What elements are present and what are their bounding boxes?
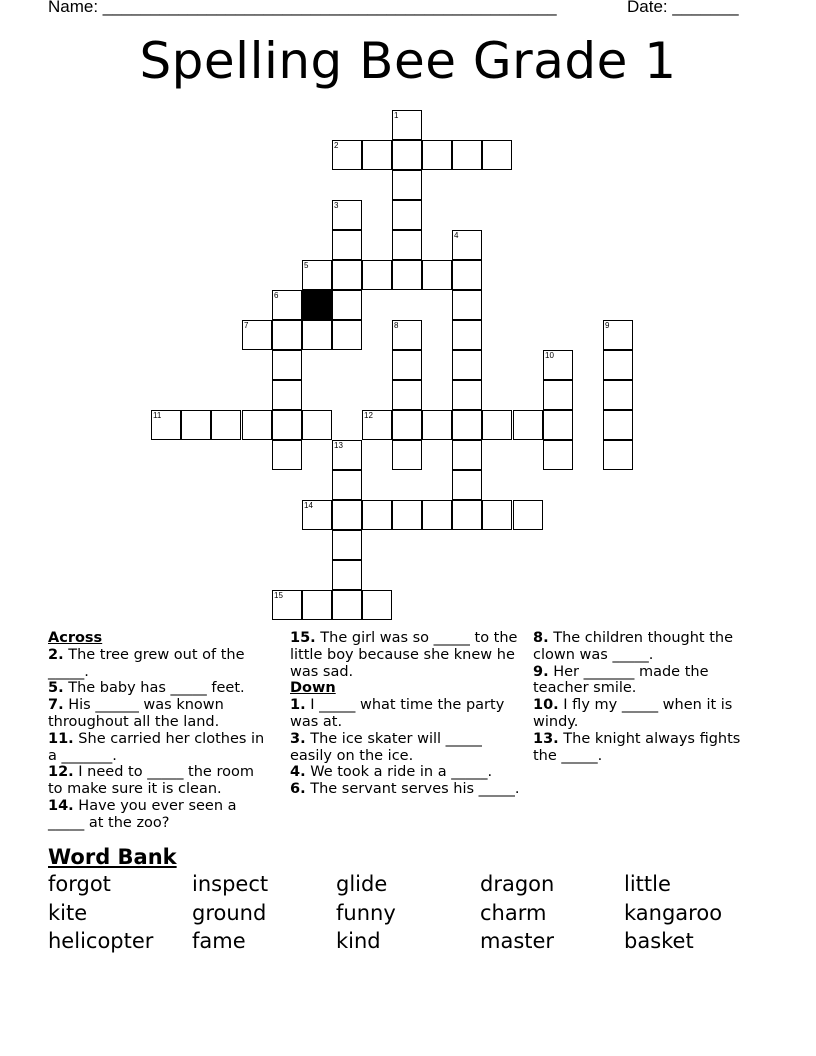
clue-number: 3 bbox=[334, 201, 339, 210]
clue-item bbox=[48, 647, 270, 681]
crossword-cell[interactable] bbox=[302, 320, 332, 350]
down-heading: Down bbox=[290, 680, 336, 697]
page-title: Spelling Bee Grade 1 bbox=[139, 32, 677, 90]
clue-item-text: I fly my _____ when it is windy. bbox=[533, 697, 733, 730]
crossword-cell[interactable] bbox=[603, 350, 633, 380]
crossword-cell[interactable] bbox=[332, 530, 362, 560]
clue-item bbox=[48, 764, 270, 798]
word-bank-word: kite bbox=[48, 900, 88, 925]
clue-item bbox=[48, 731, 270, 765]
word-bank-word: kangaroo bbox=[624, 900, 723, 925]
crossword-cell[interactable] bbox=[603, 380, 633, 410]
clue-item-number: 6. bbox=[290, 781, 306, 798]
crossword-cell[interactable] bbox=[332, 560, 362, 590]
crossword-cell[interactable] bbox=[392, 350, 422, 380]
crossword-cell[interactable] bbox=[362, 260, 392, 290]
crossword-cell[interactable] bbox=[482, 500, 512, 530]
clue-item-text: The girl was so _____ to the little boy because she knew he was sad. bbox=[290, 630, 518, 680]
crossword-cell[interactable] bbox=[603, 440, 633, 470]
crossword-cell[interactable] bbox=[332, 230, 362, 260]
crossword-cell[interactable] bbox=[422, 260, 452, 290]
across-clues-list bbox=[48, 647, 270, 832]
crossword-cell[interactable] bbox=[332, 260, 362, 290]
clue-item bbox=[48, 798, 270, 832]
crossword-cell[interactable] bbox=[332, 320, 362, 350]
word-bank-word: charm bbox=[480, 900, 547, 925]
clue-item bbox=[290, 630, 526, 680]
crossword-cell[interactable] bbox=[452, 140, 482, 170]
clues-column-3 bbox=[533, 630, 748, 764]
word-bank-word: helicopter bbox=[48, 929, 154, 953]
crossword-cell[interactable] bbox=[543, 380, 573, 410]
clue-item bbox=[48, 680, 270, 697]
clue-item bbox=[533, 664, 748, 698]
clue-item-text: The tree grew out of the _____. bbox=[48, 646, 245, 680]
crossword-cell[interactable] bbox=[543, 440, 573, 470]
clue-item-number: 7. bbox=[48, 697, 64, 714]
clue-number: 8 bbox=[394, 321, 399, 330]
crossword-cell[interactable] bbox=[272, 350, 302, 380]
word-bank-word: kind bbox=[336, 929, 381, 953]
crossword-cell[interactable] bbox=[513, 410, 543, 440]
crossword-cell[interactable] bbox=[392, 260, 422, 290]
clue-item bbox=[290, 731, 526, 765]
clue-number: 7 bbox=[244, 321, 249, 330]
clue-number: 15 bbox=[274, 591, 283, 600]
crossword-cell[interactable] bbox=[422, 410, 452, 440]
clue-number: 13 bbox=[334, 441, 343, 450]
crossword-cell[interactable] bbox=[543, 410, 573, 440]
clue-item bbox=[533, 731, 748, 765]
crossword-cell[interactable] bbox=[452, 440, 482, 470]
crossword-cell[interactable] bbox=[452, 260, 482, 290]
word-bank-word: little bbox=[624, 872, 671, 896]
crossword-cell[interactable] bbox=[211, 410, 241, 440]
clue-item-text: I need to _____ the room to make sure it is clean. bbox=[48, 764, 254, 798]
clue-item-number: 8. bbox=[533, 630, 549, 646]
clue-item-number: 11. bbox=[48, 730, 74, 747]
crossword-cell[interactable] bbox=[452, 470, 482, 500]
clue-number: 12 bbox=[364, 411, 373, 420]
crossword-cell[interactable] bbox=[242, 410, 272, 440]
clue-number: 6 bbox=[274, 291, 279, 300]
clue-item-text: The ice skater will _____ easily on the ice. bbox=[290, 730, 482, 764]
clue-item-text: The knight always fights the _____. bbox=[533, 730, 741, 764]
crossword-cell[interactable] bbox=[452, 380, 482, 410]
word-bank-word: master bbox=[480, 929, 555, 953]
word-bank-word: forgot bbox=[48, 872, 111, 896]
clue-item-text: The baby has _____ feet. bbox=[63, 680, 245, 697]
clue-number: 1 bbox=[394, 111, 399, 120]
crossword-cell[interactable] bbox=[362, 140, 392, 170]
crossword-cell[interactable] bbox=[513, 500, 543, 530]
clue-item-number: 4. bbox=[290, 764, 306, 781]
clue-item-text: The children thought the clown was _____. bbox=[533, 630, 734, 663]
crossword-cell[interactable] bbox=[422, 500, 452, 530]
crossword-cell[interactable] bbox=[392, 140, 422, 170]
crossword-cell[interactable] bbox=[603, 410, 633, 440]
crossword-cell[interactable] bbox=[392, 200, 422, 230]
crossword-black-cell bbox=[302, 290, 332, 320]
crossword-cell[interactable] bbox=[362, 590, 392, 620]
crossword-cell[interactable] bbox=[272, 380, 302, 410]
clue-item-text: I _____ what time the party was at. bbox=[290, 697, 505, 730]
crossword-cell[interactable] bbox=[272, 440, 302, 470]
clue-item bbox=[533, 697, 748, 731]
crossword-cell[interactable] bbox=[362, 500, 392, 530]
crossword-cell[interactable] bbox=[332, 500, 362, 530]
clue-item-number: 5. bbox=[48, 680, 64, 697]
clue-item-text: She carried her clothes in a _______. bbox=[48, 730, 265, 764]
crossword-cell[interactable] bbox=[452, 350, 482, 380]
clue-item bbox=[48, 697, 270, 731]
down-clues-list bbox=[290, 697, 526, 798]
clue-item-number: 9. bbox=[533, 663, 549, 680]
clue-item-number: 14. bbox=[48, 797, 74, 814]
clue-item-text: We took a ride in a _____. bbox=[305, 764, 493, 781]
crossword-cell[interactable] bbox=[482, 410, 512, 440]
crossword-cell[interactable] bbox=[302, 590, 332, 620]
clue-number: 2 bbox=[334, 141, 339, 150]
crossword-cell[interactable] bbox=[392, 500, 422, 530]
crossword-cell[interactable] bbox=[422, 140, 452, 170]
word-bank-title: Word Bank bbox=[48, 845, 177, 869]
clue-item bbox=[290, 764, 526, 781]
down-clues-continued bbox=[533, 630, 748, 764]
word-bank-word: glide bbox=[336, 872, 388, 896]
clue-item bbox=[290, 697, 526, 731]
clue-item-number: 3. bbox=[290, 730, 306, 747]
clue-number: 5 bbox=[304, 261, 309, 270]
clue-item-number: 13. bbox=[533, 730, 559, 747]
clue-number: 14 bbox=[304, 501, 313, 510]
clue-number: 9 bbox=[605, 321, 610, 330]
clue-item-text: Have you ever seen a _____ at the zoo? bbox=[48, 797, 237, 831]
word-bank-word: fame bbox=[192, 929, 246, 953]
clue-item-number: 2. bbox=[48, 646, 64, 663]
crossword-cell[interactable] bbox=[452, 410, 482, 440]
crossword-cell[interactable] bbox=[272, 410, 302, 440]
clue-item bbox=[533, 630, 748, 664]
crossword-cell[interactable] bbox=[332, 290, 362, 320]
word-bank-word: funny bbox=[336, 900, 396, 925]
across-clues-continued bbox=[290, 630, 526, 680]
clue-item-text: The servant serves his _____. bbox=[305, 781, 520, 798]
across-heading: Across bbox=[48, 630, 103, 646]
clue-number: 4 bbox=[454, 231, 459, 240]
word-bank-word: ground bbox=[192, 900, 267, 925]
crossword-cell[interactable] bbox=[181, 410, 211, 440]
clue-number: 10 bbox=[545, 351, 554, 360]
word-bank-word: dragon bbox=[480, 872, 555, 896]
clue-item-number: 10. bbox=[533, 697, 559, 714]
clues-column-1 bbox=[48, 630, 270, 832]
name-label: Name: ________________________________________________ bbox=[48, 0, 557, 16]
crossword-cell[interactable] bbox=[272, 320, 302, 350]
crossword-cell[interactable] bbox=[452, 320, 482, 350]
clue-item-text: His ______ was known throughout all the land. bbox=[48, 697, 224, 730]
word-bank-word: basket bbox=[624, 929, 694, 953]
crossword-cell[interactable] bbox=[332, 470, 362, 500]
clue-item bbox=[290, 781, 526, 798]
clue-item-number: 12. bbox=[48, 764, 74, 781]
crossword-cell[interactable] bbox=[392, 410, 422, 440]
clue-item-text: Her _______ made the teacher smile. bbox=[533, 663, 709, 697]
clue-item-number: 1. bbox=[290, 697, 306, 714]
crossword-cell[interactable] bbox=[302, 410, 332, 440]
crossword-cell[interactable] bbox=[452, 290, 482, 320]
word-bank-word: inspect bbox=[192, 872, 269, 896]
crossword-cell[interactable] bbox=[392, 170, 422, 200]
clues-column-2 bbox=[290, 630, 526, 798]
crossword-cell[interactable] bbox=[392, 380, 422, 410]
crossword-cell[interactable] bbox=[332, 590, 362, 620]
crossword-cell[interactable] bbox=[482, 140, 512, 170]
clue-item-number: 15. bbox=[290, 630, 316, 646]
clue-number: 11 bbox=[153, 411, 162, 420]
crossword-cell[interactable] bbox=[452, 500, 482, 530]
crossword-cell[interactable] bbox=[392, 440, 422, 470]
crossword-cell[interactable] bbox=[392, 230, 422, 260]
date-label: Date: _______ bbox=[627, 0, 739, 16]
